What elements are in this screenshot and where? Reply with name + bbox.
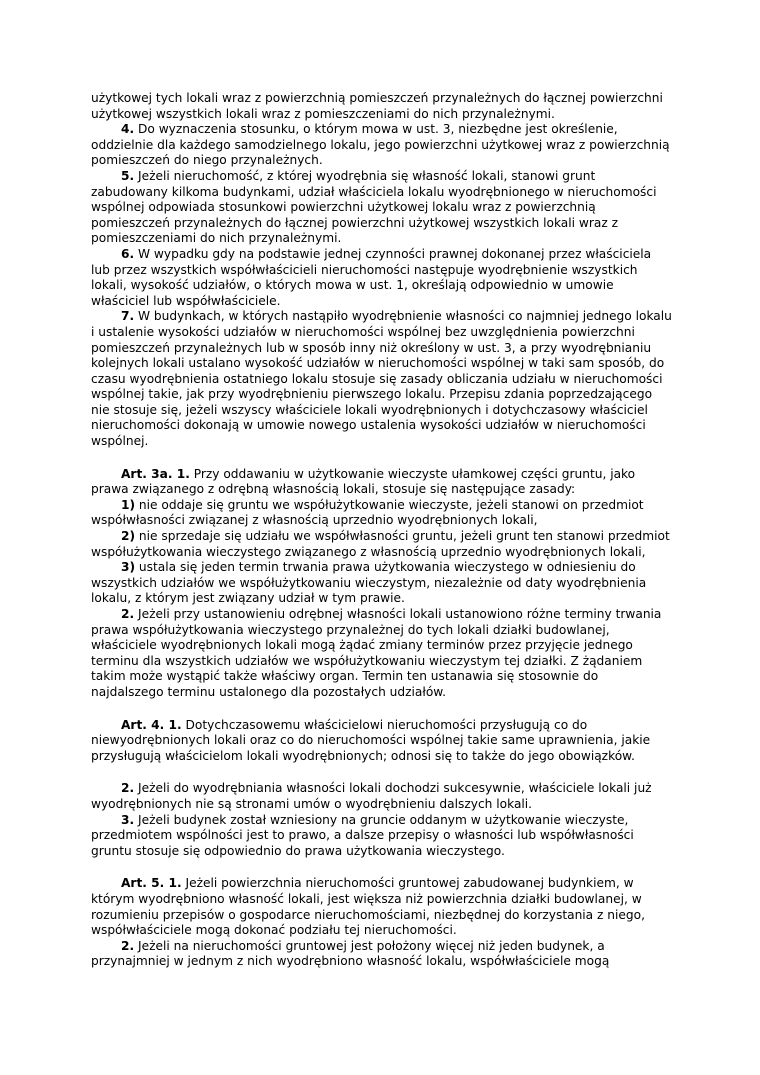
point-3: 3) ustala się jeden termin trwania prawa użytkowania wieczystego w odniesieniu do wszystkich udziałów we współużytkowaniu wieczystym, niezależnie od daty wyodrębnienia lokalu, z którym jest związany udział w tym prawie. <box>91 560 647 606</box>
paragraph-number: 4. <box>121 122 135 137</box>
document-page <box>91 91 673 970</box>
paragraph-ust-4: 4. Do wyznaczenia stosunku, o którym mowa w ust. 3, niezbędne jest określenie, oddzielnie dla każdego samodzielnego lokalu, jego powierzchni użytkowej wraz z powierzchnią pomieszczeń do niego przynależnych. <box>91 122 670 168</box>
point-number: 1) <box>121 497 136 512</box>
paragraph-number: 2. <box>121 938 135 953</box>
article-5-ust-2: 2. Jeżeli na nieruchomości gruntowej jest położony więcej niż jeden budynek, a przynajmniej w jednym z nich wyodrębniono własność lokalu, współwłaściciele mogą <box>91 938 610 969</box>
paragraph-number: 5. <box>121 168 135 183</box>
paragraph-number: 3. <box>121 812 135 827</box>
point-number: 2) <box>121 529 136 544</box>
point-number: 3) <box>121 560 136 575</box>
paragraph-ust-5: 5. Jeżeli nieruchomość, z której wyodrębnia się własność lokali, stanowi grunt zabudowany kilkoma budynkami, udział właściciela lokalu wyodrębnionego w nieruchomości wspólnej odpowiada stosunkowi powierzchni użytkowej lokalu wraz z powierzchnią pomieszczeń przynależnych do łącznej powierzchni użytkowej wszystkich lokali wraz z pomieszczeniami do nich przynależnymi. <box>91 168 657 246</box>
point-2: 2) nie sprzedaje się udziału we współwłasności gruntu, jeżeli grunt ten stanowi przedmiot współużytkowania wieczystego związanego z własnością uprzednio wyodrębnionych lokali, <box>91 529 670 559</box>
paragraph-number: 2. <box>121 781 135 796</box>
point-1: 1) nie oddaje się gruntu we współużytkowanie wieczyste, jeżeli stanowi on przedmiot współwłasności związanej z własnością uprzednio wyodrębnionych lokali, <box>91 497 644 528</box>
article-4-ust-3: 3. Jeżeli budynek został wzniesiony na gruncie oddanym w użytkowanie wieczyste, przedmiotem wspólności jest to prawo, a dalsze przepisy o własności lub współwłasności gruntu stosuje się odpowiednio do prawa użytkowania wieczystego. <box>91 812 634 858</box>
article-heading: Art. 5. 1. <box>121 876 182 891</box>
article-heading: Art. 4. 1. <box>121 717 182 732</box>
paragraph-number: 7. <box>121 309 135 324</box>
article-heading: Art. 3a. 1. <box>121 466 190 481</box>
paragraph-ust-7: 7. W budynkach, w których nastąpiło wyodrębnienie własności co najmniej jednego lokalu i ustalenie wysokości udziałów w nieruchomości wspólnej bez uwzględnienia powierzchni pomieszczeń przynależnych lub w sposób inny niż określony w ust. 3, a przy wyodrębnianiu kolejnych lokali ustalano wysokość udziałów w nieruchomości wspólnej w taki sam sposób, do czasu wyodrębnienia ostatniego lokalu stosuje się zasady obliczania udziału w nieruchomości wspólnej takie, jak przy wyodrębnieniu pierwszego lokalu. Przepisu zdania poprzedzającego nie stosuje się, jeżeli wszyscy właściciele lokali wyodrębnionych i dotychczasowy właściciel nieruchomości dokonają w umowie nowego ustalenia wysokości udziałów w nieruchomości wspólnej. <box>91 309 672 449</box>
article-4-ust-1: Art. 4. 1. Dotychczasowemu właścicielowi nieruchomości przysługują co do niewyodrębnionych lokali oraz co do nieruchomości wspólnej takie same uprawnienia, jakie przysługują właścicielom lokali wyodrębnionych; odnosi się to także do jego obowiązków. <box>91 717 651 763</box>
article-4-ust-2: 2. Jeżeli do wyodrębniania własności lokali dochodzi sukcesywnie, właściciele lokali już wyodrębnionych nie są stronami umów o wyodrębnieniu dalszych lokali. <box>91 781 652 811</box>
paragraph-ust-6: 6. W wypadku gdy na podstawie jednej czynności prawnej dokonanej przez właściciela lub przez wszystkich współwłaścicieli nieruchomości następuje wyodrębnienie wszystkich lokali, wysokość udziałów, o których mowa w ust. 1, określają odpowiednio w umowie właściciel lub współwłaściciele. <box>91 246 652 308</box>
article-3a-ust-1: Art. 3a. 1. Przy oddawaniu w użytkowanie wieczyste ułamkowej części gruntu, jako prawa związanego z odrębną własnością lokali, stosuje się następujące zasady: <box>91 466 636 497</box>
paragraph-number: 6. <box>121 246 135 261</box>
paragraph-continuation: użytkowej tych lokali wraz z powierzchnią pomieszczeń przynależnych do łącznej powierzchni użytkowej wszystkich lokali wraz z pomieszczeniami do nich przynależnymi. <box>91 91 663 121</box>
article-5-ust-1: Art. 5. 1. Jeżeli powierzchnia nieruchomości gruntowej zabudowanej budynkiem, w którym wyodrębniono własność lokali, jest większa niż powierzchnia działki budowlanej, w rozumieniu przepisów o gospodarce nieruchomościami, niezbędnej do korzystania z niego, współwłaściciele mogą dokonać podziału tej nieruchomości. <box>91 876 645 938</box>
paragraph-number: 2. <box>121 607 135 621</box>
article-3a-ust-2: 2. Jeżeli przy ustanowieniu odrębnej własności lokali ustanowiono różne terminy trwania prawa współużytkowania wieczystego przynależnej do tych lokali działki budowlanej, właściciele wyodrębnionych lokali mogą żądać zmiany terminów przez przyjęcie jednego terminu dla wszystkich udziałów we współużytkowaniu wieczystym tej działki. Z żądaniem takim może wystąpić także właściwy organ. Termin ten ustanawia się stosownie do najdalszego terminu ustalonego dla pozostałych udziałów. <box>91 607 662 699</box>
